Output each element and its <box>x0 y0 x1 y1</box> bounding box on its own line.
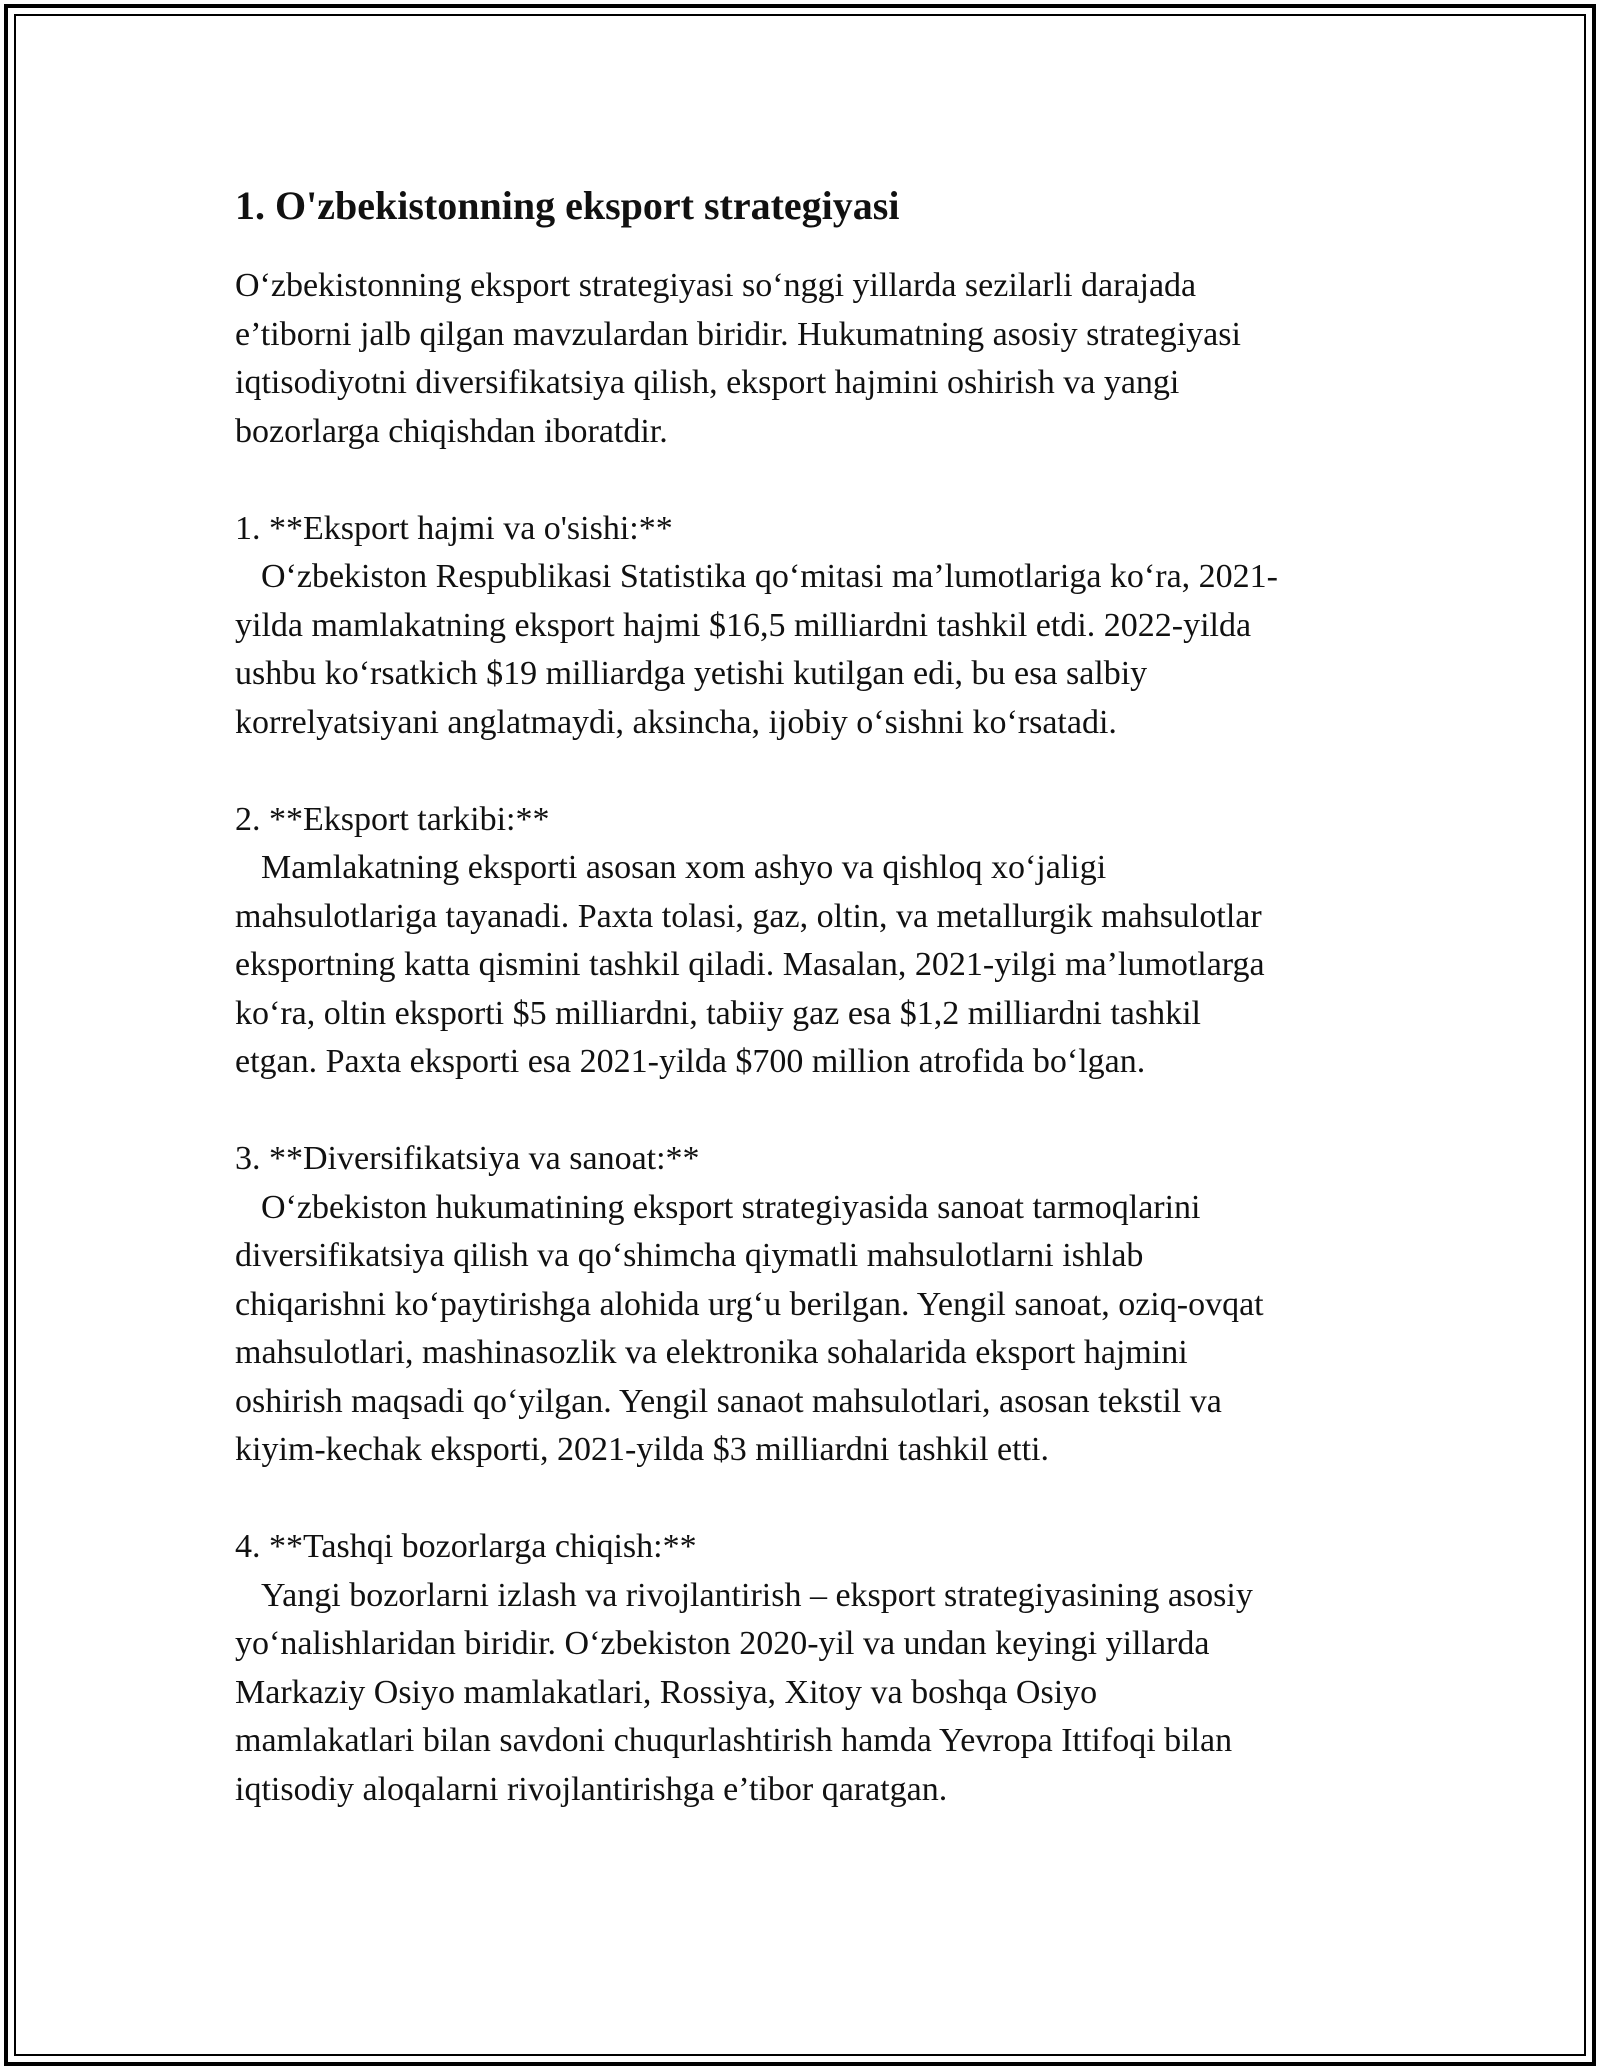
section-body: Yangi bozorlarni izlash va rivojlantirish – eksport strategiyasining asosiy yo‘nalishlaridan biridir. O‘zbekiston 2020-yil va undan keyingi yillarda Markaziy Osiyo mamlakatlari, Rossiya, Xitoy va boshqa Osiyo mamlakatlari bilan savdoni chuqurlashtirish hamda Yevropa Ittifoqi bilan iqtisodiy aloqalarni rivojlantirishga e’tibor qaratgan. <box>235 1576 1253 1808</box>
document-body <box>235 180 1375 1814</box>
section-export-volume <box>235 505 1375 748</box>
intro-paragraph: O‘zbekistonning eksport strategiyasi so‘nggi yillarda sezilarli darajada e’tiborni jalb qilgan mavzulardan biridir. Hukumatning asosiy strategiyasi iqtisodiyotni diversifikatsiya qilish, eksport hajmini oshirish va yangi bozorlarga chiqishdan iboratdir. <box>235 267 1241 450</box>
section-body: O‘zbekiston hukumatining eksport strategiyasida sanoat tarmoqlarini diversifikatsiya qilish va qo‘shimcha qiymatli mahsulotlarni ishlab chiqarishni ko‘paytirishga alohida urg‘u berilgan. Yengil sanoat, oziq-ovqat mahsulotlari, mashinasozlik va elektronika sohalarida eksport hajmini oshirish maqsadi qo‘yilgan. Yengil sanaot mahsulotlari, asosan tekstil va kiyim-kechak eksporti, 2021-yilda $3 milliardni tashkil etti. <box>235 1188 1264 1468</box>
section-body: O‘zbekiston Respublikasi Statistika qo‘mitasi ma’lumotlariga ko‘ra, 2021- yilda mamlakatning eksport hajmi $16,5 milliardni tashkil etdi. 2022-yilda ushbu ko‘rsatkich $19 milliardga yetishi kutilgan edi, bu esa salbiy korrelyatsiyani anglatmaydi, aksincha, ijobiy o‘sishni ko‘rsatadi. <box>235 558 1278 741</box>
section-body: Mamlakatning eksporti asosan xom ashyo va qishloq xo‘jaligi mahsulotlariga tayanadi. Paxta tolasi, gaz, oltin, va metallurgik mahsulotlar eksportning katta qismini tashkil qiladi. Masalan, 2021-yilgi ma’lumotlarga ko‘ra, oltin eksporti $5 milliardni, tabiiy gaz esa $1,2 milliardni tashkil etgan. Paxta eksporti esa 2021-yilda $700 million atrofida bo‘lgan. <box>235 849 1265 1080</box>
section-title: 2. **Eksport tarkibi:** <box>235 800 550 838</box>
section-export-composition <box>235 796 1375 1087</box>
section-title: 3. **Diversifikatsiya va sanoat:** <box>235 1140 700 1177</box>
section-title: 4. **Tashqi bozorlarga chiqish:** <box>235 1528 697 1565</box>
document-heading: 1. O'zbekistonning eksport strategiyasi <box>235 183 900 228</box>
section-foreign-markets <box>235 1523 1375 1814</box>
section-diversification <box>235 1135 1375 1475</box>
section-title: 1. **Eksport hajmi va o'sishi:** <box>235 509 673 547</box>
